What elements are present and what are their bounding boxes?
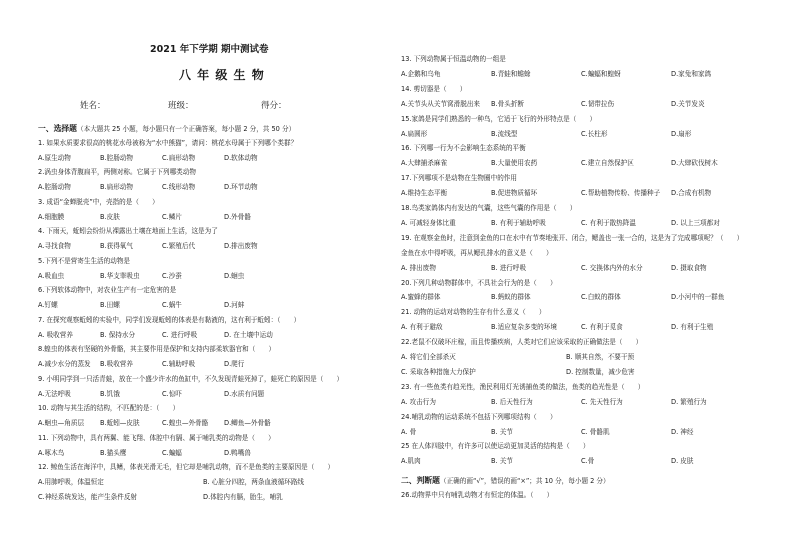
q12-opts2-option-2: D.体腔内有膈，胎生，哺乳 bbox=[203, 492, 283, 501]
q3-opts-option-1: A.细胞膜 bbox=[38, 212, 65, 221]
q3: 3. 成语“金蝉脱壳”中，壳指的是（ ） bbox=[38, 197, 159, 206]
score-label: 得分： bbox=[261, 101, 287, 111]
q6-opts-option-3: C.蜗牛 bbox=[162, 301, 182, 309]
q17-opts-option-4: D.合成有机物 bbox=[671, 189, 712, 198]
q1-opts bbox=[38, 154, 286, 163]
q12-opts bbox=[38, 478, 368, 487]
q12: 12. 鲸鱼生活在海洋中，具鳍，体表光滑无毛，但它却是哺乳动物，而不是鱼类的主要原因是（ ） bbox=[38, 463, 335, 472]
q6-opts-option-4: D.河蚌 bbox=[224, 301, 245, 309]
q16: 16. 下列哪一行为不会影响生态系统的平衡 bbox=[401, 144, 526, 153]
q8-opts-option-1: A.减少水分的蒸发 bbox=[38, 360, 91, 368]
q8: 8.蝗虫的体表有坚硬的外骨骼，其主要作用是保护和支持内部柔软器官和（ ） bbox=[38, 345, 276, 354]
q2-opts bbox=[38, 183, 286, 192]
q22-opts2-option-1: C. 采取各种措施大力保护 bbox=[401, 367, 476, 376]
q26: 26.动物界中只有哺乳动物才有恒定的体温。（ ） bbox=[401, 491, 554, 500]
q11-opts bbox=[38, 449, 286, 458]
q18-opts-option-1: A. 可减轻身体比重 bbox=[401, 218, 456, 227]
q14-opts-option-3: C.韧带拉伤 bbox=[581, 99, 615, 108]
q23-opts-option-1: A. 攻击行为 bbox=[401, 397, 436, 406]
q25-opts bbox=[401, 457, 761, 466]
q22-opts2-option-2: D. 控制数量，减少危害 bbox=[566, 367, 635, 376]
q2: 2.涡虫身体背腹扁平，两侧对称。它属于下列哪类动物 bbox=[38, 168, 196, 177]
section-choice bbox=[38, 124, 295, 134]
q18: 18.鸟类家鸽体内有发达的气囊，这些气囊的作用是（ ） bbox=[401, 204, 577, 212]
q11-opts-option-1: A.啄木鸟 bbox=[38, 448, 65, 457]
q5-opts-option-4: D.蛔虫 bbox=[224, 271, 245, 280]
q18-opts-option-4: D. 以上三项都对 bbox=[671, 218, 720, 227]
subject-title: 八 年 级 生 物 bbox=[179, 68, 265, 82]
q14: 14. 剪切器是（ ） bbox=[401, 84, 467, 93]
q17-opts bbox=[401, 189, 761, 198]
q24-opts-option-4: D. 神经 bbox=[671, 427, 694, 436]
q10-opts-option-2: B.蚯蚓—皮肤 bbox=[100, 419, 140, 427]
q17-opts-option-2: B.促进物质循环 bbox=[491, 189, 538, 198]
q21-opts-option-1: A. 有利于避敌 bbox=[401, 323, 443, 332]
q3-opts bbox=[38, 213, 286, 222]
q25: 25 在人体四肢中，有许多可以使运动更加灵活的结构是（ ） bbox=[401, 442, 590, 451]
q21: 21. 动物的运动对动物的生存有什么意义（ ） bbox=[401, 308, 546, 317]
q19b: 金鱼在水中得呼吸，再从鳃孔排水的意义是（ ） bbox=[401, 248, 553, 257]
q11-opts-option-3: C.蝙蝠 bbox=[162, 448, 182, 457]
q10-opts-option-1: A.蛔虫—角质层 bbox=[38, 419, 85, 427]
q10: 10. 动物与其生活的结构，不匹配的是：（ ） bbox=[38, 404, 180, 413]
q15-opts-option-2: B.流线型 bbox=[491, 129, 518, 138]
q10-opts bbox=[38, 419, 286, 428]
q2-opts-option-2: B.扁形动物 bbox=[100, 183, 133, 191]
q4-opts-option-3: C.繁殖后代 bbox=[162, 242, 196, 250]
q25-opts-option-3: C.骨 bbox=[581, 457, 595, 466]
q3-opts-option-3: C.鳞片 bbox=[162, 212, 182, 221]
q20-opts-option-4: D.小河中的一群鱼 bbox=[671, 293, 725, 302]
q9-opts bbox=[38, 390, 286, 399]
q22-opts2 bbox=[401, 368, 731, 377]
q22-opts bbox=[401, 353, 731, 362]
q15-opts-option-3: C.长柱形 bbox=[581, 129, 608, 138]
q8-opts-option-3: C.辅助呼吸 bbox=[162, 360, 196, 368]
q7-opts bbox=[38, 331, 286, 340]
q21-opts-option-3: C. 有利于觅食 bbox=[581, 323, 623, 332]
section-judge-label: 二、判断题 bbox=[401, 476, 440, 486]
q11-opts-option-2: B.猫头鹰 bbox=[100, 448, 127, 457]
q7-opts-option-3: C. 进行呼吸 bbox=[162, 330, 198, 339]
q3-opts-option-4: D.外骨骼 bbox=[224, 212, 251, 221]
q1-opts-option-4: D.软体动物 bbox=[224, 153, 258, 162]
q17-opts-option-1: A.维持生态平衡 bbox=[401, 189, 448, 198]
q17-opts-option-3: C.帮助植物传粉、传播种子 bbox=[581, 189, 661, 198]
section-judge-instructions: （正确的画“√”，错误的画“×”；共 10 分，每小题 2 分） bbox=[439, 477, 610, 486]
name-label: 姓名： bbox=[80, 101, 106, 111]
q9-opts-option-3: C.惊吓 bbox=[162, 389, 182, 398]
q12-opts-option-2: B. 心脏分四腔，两条血液循环路线 bbox=[203, 478, 305, 486]
q3-opts-option-2: B.皮肤 bbox=[100, 212, 120, 221]
q13-opts-option-2: B.青蛙和蟾蜍 bbox=[491, 69, 531, 78]
q20-opts-option-2: B.蚂蚁的群体 bbox=[491, 293, 531, 302]
q4-opts-option-2: B.获得氧气 bbox=[100, 242, 133, 250]
section-judge bbox=[401, 476, 610, 486]
q1-opts-option-3: C.扁形动物 bbox=[162, 153, 196, 162]
q2-opts-option-1: A.腔肠动物 bbox=[38, 183, 71, 191]
q20-opts bbox=[401, 293, 761, 302]
q13-opts bbox=[401, 70, 761, 79]
q18-opts-option-2: B. 有利于辅助呼吸 bbox=[491, 218, 546, 227]
q22: 22.老鼠不仅破坏庄稼，而且传播疾病，人类对它们应该采取的正确做法是（ ） bbox=[401, 338, 643, 347]
q23-opts bbox=[401, 398, 761, 407]
q6-opts-option-1: A.钉螺 bbox=[38, 301, 58, 309]
q15-opts-option-4: D.扇形 bbox=[671, 129, 692, 138]
q16-opts-option-2: B.大量使用农药 bbox=[491, 159, 538, 168]
q5-opts-option-2: B.华支睾吸虫 bbox=[100, 271, 140, 280]
q4-opts bbox=[38, 242, 286, 251]
q7-opts-option-2: B. 保持水分 bbox=[100, 330, 136, 339]
q24-opts-option-1: A. 骨 bbox=[401, 427, 417, 436]
q9-opts-option-2: B.饥饿 bbox=[100, 389, 120, 398]
q12-opts2-option-1: C.神经系统发达，能产生条件反射 bbox=[38, 492, 138, 501]
q19-opts-option-1: A. 排出废物 bbox=[401, 263, 436, 272]
q24-opts-option-2: B. 关节 bbox=[491, 427, 513, 436]
q14-opts bbox=[401, 100, 761, 109]
q7-opts-option-1: A. 吸收营养 bbox=[38, 330, 73, 339]
q21-opts-option-2: B.适应复杂多变的环境 bbox=[491, 323, 557, 332]
section-choice-label: 一、选择题 bbox=[38, 124, 77, 133]
q5-opts-option-1: A.吸血虫 bbox=[38, 271, 65, 280]
q20-opts-option-1: A.蜜蜂的群体 bbox=[401, 293, 441, 302]
q14-opts-option-1: A.关节头从关节窝滑脱出来 bbox=[401, 99, 481, 108]
q7: 7. 在探究观察蚯蚓的实验中，同学们发现蚯蚓的体表是有黏液的，这有利于蚯蚓：（ ） bbox=[38, 315, 301, 324]
q24-opts-option-3: C. 骨骼肌 bbox=[581, 427, 610, 436]
q6-opts-option-2: B.田螺 bbox=[100, 301, 120, 309]
q5-opts-option-3: C.沙蚕 bbox=[162, 271, 182, 280]
q8-opts bbox=[38, 360, 286, 369]
q6-opts bbox=[38, 301, 286, 310]
q19-opts-option-4: D. 摄取食物 bbox=[671, 263, 707, 272]
q5: 5.下列不是营寄生生活的动物是 bbox=[38, 256, 131, 265]
q9: 9. 小明同学到一只活青蛙，放在一个盛少许水的鱼缸中，不久发现青蛙死掉了，蛙死亡的原因是（ ） bbox=[38, 374, 344, 383]
q25-opts-option-2: B. 关节 bbox=[491, 457, 513, 466]
q8-opts-option-2: B.吸收营养 bbox=[100, 360, 133, 368]
q22-opts-option-2: B. 顺其自然，不要干预 bbox=[566, 353, 635, 361]
q9-opts-option-4: D.水质有问题 bbox=[224, 389, 265, 398]
q5-opts bbox=[38, 272, 286, 281]
q21-opts bbox=[401, 323, 761, 332]
q14-opts-option-4: D.关节发炎 bbox=[671, 99, 705, 108]
q17: 17.下列哪项不是动物在生物圈中的作用 bbox=[401, 174, 517, 183]
q18-opts bbox=[401, 219, 761, 228]
q1: 1. 如果水质要求很高的桃花水母被称为“水中熊猫”，请问：桃花水母属于下列哪个类群？ bbox=[38, 138, 298, 147]
q10-opts-option-3: C.蝗虫—外骨骼 bbox=[162, 419, 209, 427]
q23: 23. 有一些鱼类有趋光性，渔民利用灯光诱捕鱼类的做法，鱼类的趋光性是（ ） bbox=[401, 382, 645, 391]
q13-opts-option-4: D.家兔和家鸽 bbox=[671, 69, 712, 78]
q23-opts-option-4: D. 繁殖行为 bbox=[671, 397, 707, 406]
q19: 19. 在观察金鱼时，注意到金鱼的口在水中有节奏地张开、闭合，鳃盖也一张一合的，这是为了完成哪项呢？（ ） bbox=[401, 233, 744, 242]
q13-opts-option-3: C.蝙蝠和蝗蚜 bbox=[581, 69, 621, 78]
q19-opts-option-2: B. 进行呼吸 bbox=[491, 263, 527, 272]
q20-opts-option-3: C.白蚁的群体 bbox=[581, 293, 621, 302]
q9-opts-option-1: A.无法呼吸 bbox=[38, 389, 71, 398]
q19-opts-option-3: C. 交换体内外的水分 bbox=[581, 263, 643, 272]
q12-opts2 bbox=[38, 493, 368, 502]
q16-opts-option-3: C.建立自然保护区 bbox=[581, 159, 634, 168]
q12-opts-option-1: A.用肺呼吸，体温恒定 bbox=[38, 478, 104, 486]
q13: 13. 下列动物属于恒温动物的一组是 bbox=[401, 55, 506, 63]
class-label: 班级： bbox=[168, 101, 194, 111]
q16-opts-option-4: D.大肆砍伐树木 bbox=[671, 159, 718, 168]
q18-opts-option-3: C. 有利于散热降温 bbox=[581, 218, 636, 227]
q7-opts-option-4: D. 在土壤中运动 bbox=[224, 330, 273, 339]
q21-opts-option-4: D. 有利于生殖 bbox=[671, 323, 714, 332]
q25-opts-option-1: A.肌肉 bbox=[401, 457, 421, 466]
q1-opts-option-1: A.原生动物 bbox=[38, 153, 71, 162]
q2-opts-option-4: D.环节动物 bbox=[224, 183, 258, 191]
section-choice-instructions: （本大题共 25 小题，每小题只有一个正确答案，每小题 2 分，共 50 分） bbox=[76, 125, 296, 133]
q4-opts-option-1: A.寻找食物 bbox=[38, 242, 71, 250]
q16-opts-option-1: A.大肆捕杀麻雀 bbox=[401, 159, 448, 168]
q13-opts-option-1: A.企鹅和乌龟 bbox=[401, 69, 441, 78]
q15: 15.家鸽是同学们熟悉的一种鸟，它适于飞行的外形特点是（ ） bbox=[401, 114, 597, 123]
q1-opts-option-2: B.腔肠动物 bbox=[100, 153, 133, 162]
q23-opts-option-2: B. 后天性行为 bbox=[491, 397, 533, 406]
q20: 20.下列几种动物群体中，不具社会行为的是（ ） bbox=[401, 278, 557, 287]
q15-opts-option-1: A.扁圆形 bbox=[401, 129, 428, 138]
q8-opts-option-4: D.爬行 bbox=[224, 360, 245, 368]
q25-opts-option-4: D. 皮肤 bbox=[671, 457, 694, 466]
q4-opts-option-4: D.排出废物 bbox=[224, 242, 258, 250]
q11: 11. 下列动物中，具有两翼、能飞翔、体腔中有膈、属于哺乳类的动物是（ ） bbox=[38, 433, 275, 442]
q22-opts-option-1: A. 将它们全部杀灭 bbox=[401, 353, 456, 361]
q23-opts-option-3: C. 先天性行为 bbox=[581, 397, 623, 406]
q6: 6.下列软体动物中，对农业生产有一定危害的是 bbox=[38, 286, 177, 295]
q10-opts-option-4: D.鲫鱼—外骨骼 bbox=[224, 419, 271, 427]
q11-opts-option-4: D.鸭嘴兽 bbox=[224, 448, 251, 457]
q24-opts bbox=[401, 428, 761, 437]
q24: 24.哺乳动物的运动系统不包括下列哪项结构（ ） bbox=[401, 412, 557, 421]
q15-opts bbox=[401, 130, 761, 139]
q14-opts-option-2: B.骨头折断 bbox=[491, 99, 524, 108]
q2-opts-option-3: C.线形动物 bbox=[162, 183, 196, 191]
exam-title: 2021 年下学期 期中测试卷 bbox=[150, 44, 269, 55]
q19-opts bbox=[401, 264, 761, 273]
q4: 4. 下雨天，蚯蚓会纷纷从裸露出土壤在地面上生活，这是为了 bbox=[38, 227, 218, 236]
q16-opts bbox=[401, 159, 761, 168]
